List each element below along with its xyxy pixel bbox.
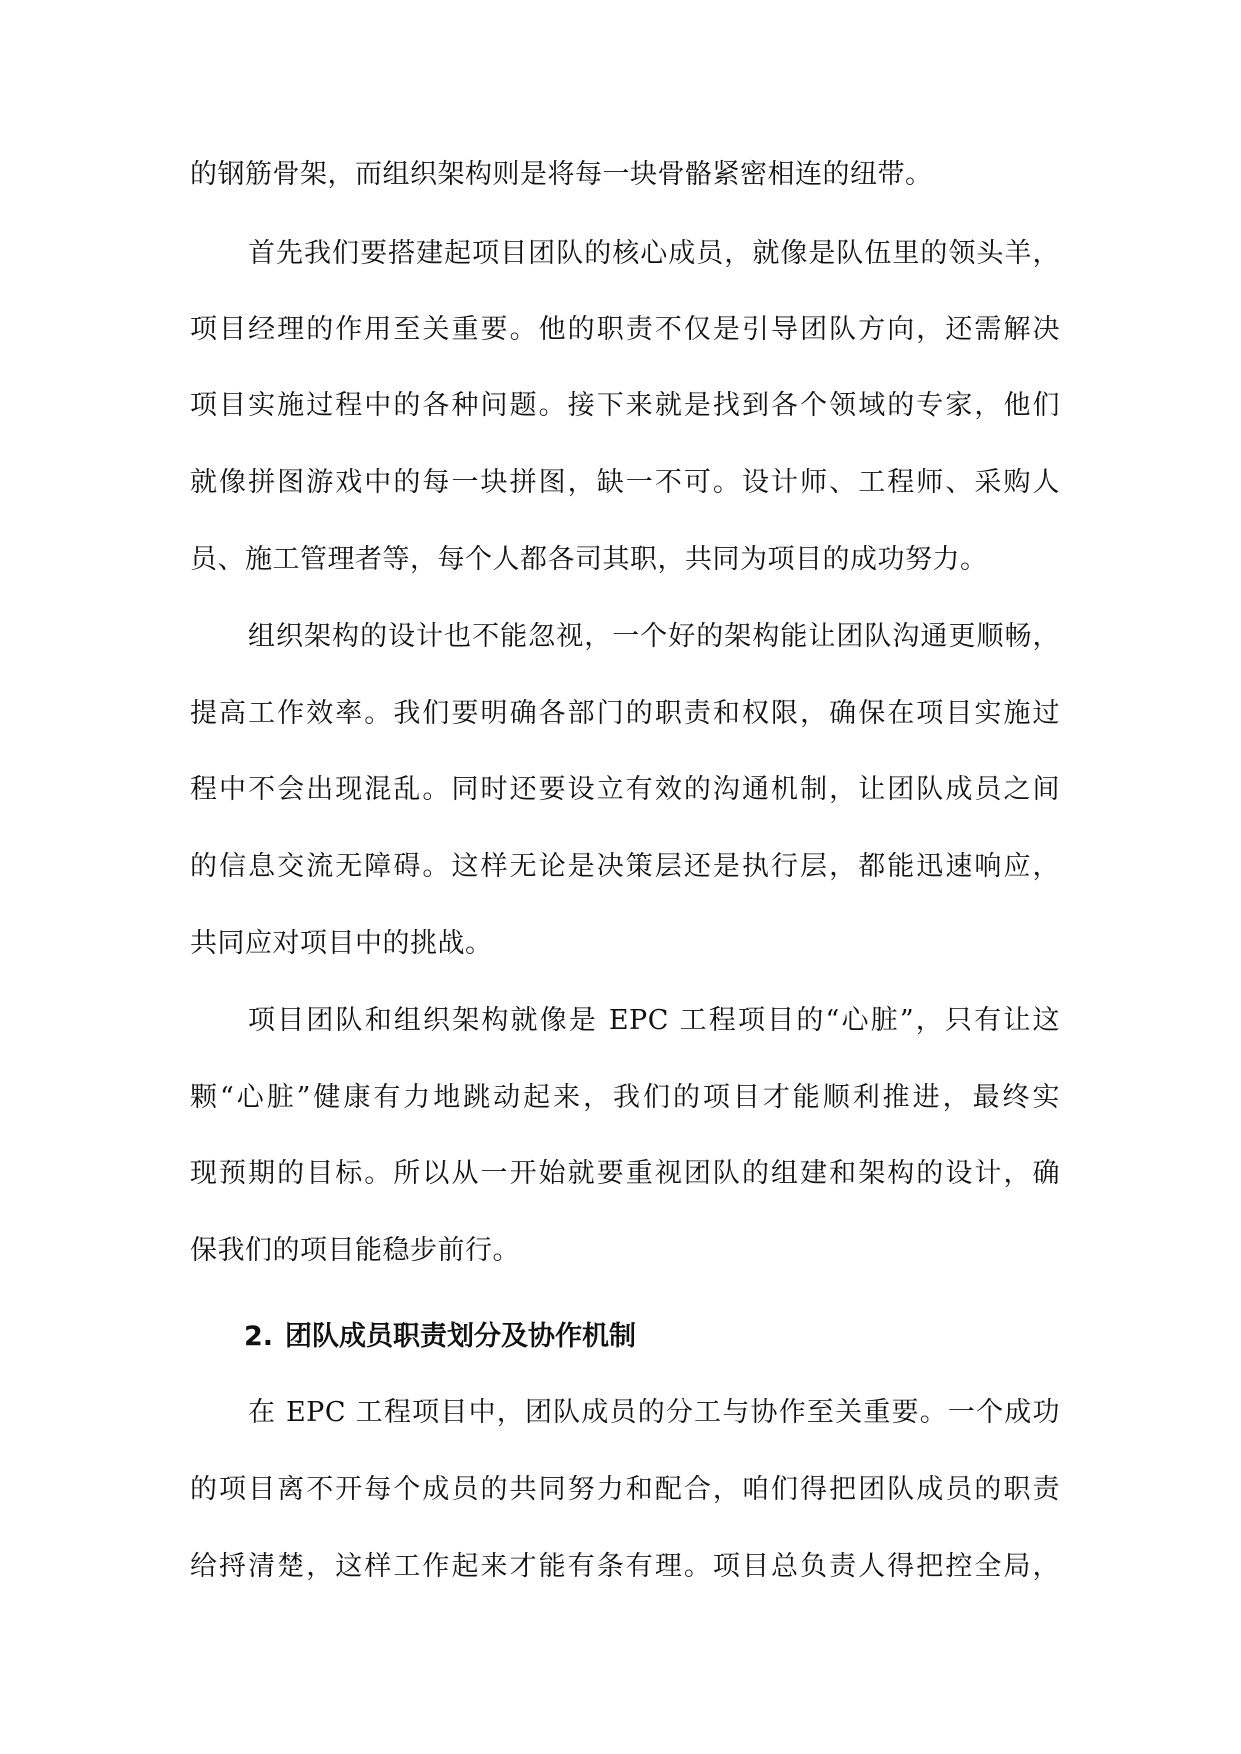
paragraph-line: 程中不会出现混乱。同时还要设立有效的沟通机制，让团队成员之间 [190, 774, 1060, 805]
section-heading [244, 1320, 636, 1354]
paragraph-line: 共同应对项目中的挑战。 [190, 928, 493, 959]
section-title: 团队成员职责划分及协作机制 [285, 1321, 637, 1352]
paragraph-line: 项目经理的作用至关重要。他的职责不仅是引导团队方向，还需解决 [190, 314, 1060, 345]
paragraph-line: 首先我们要搭建起项目团队的核心成员，就像是队伍里的领头羊， [248, 238, 1060, 269]
paragraph-line: 就像拼图游戏中的每一块拼图，缺一不可。设计师、工程师、采购人 [190, 467, 1060, 498]
paragraph-line: 组织架构的设计也不能忽视，一个好的架构能让团队沟通更顺畅， [248, 621, 1060, 652]
paragraph-line: 的项目离不开每个成员的共同努力和配合，咱们得把团队成员的职责 [190, 1474, 1060, 1505]
paragraph-line: 保我们的项目能稳步前行。 [190, 1235, 520, 1266]
paragraph-line: 在 EPC 工程项目中，团队成员的分工与协作至关重要。一个成功 [248, 1397, 1060, 1428]
section-number: 2. [244, 1321, 274, 1352]
paragraph-line: 员、施工管理者等，每个人都各司其职，共同为项目的成功努力。 [190, 544, 988, 575]
paragraph-line: 颗“心脏”健康有力地跳动起来，我们的项目才能顺利推进，最终实 [190, 1082, 1060, 1113]
paragraph-line: 给捋清楚，这样工作起来才能有条有理。项目总负责人得把控全局， [190, 1551, 1060, 1582]
paragraph-line: 项目实施过程中的各种问题。接下来就是找到各个领域的专家，他们 [190, 390, 1060, 421]
paragraph-line: 提高工作效率。我们要明确各部门的职责和权限，确保在项目实施过 [190, 698, 1060, 729]
paragraph-line: 的钢筋骨架，而组织架构则是将每一块骨骼紧密相连的纽带。 [190, 159, 933, 190]
paragraph-line: 项目团队和组织架构就像是 EPC 工程项目的“心脏”，只有让这 [248, 1005, 1060, 1036]
paragraph-line: 现预期的目标。所以从一开始就要重视团队的组建和架构的设计，确 [190, 1158, 1060, 1189]
paragraph-line: 的信息交流无障碍。这样无论是决策层还是执行层，都能迅速响应， [190, 851, 1060, 882]
